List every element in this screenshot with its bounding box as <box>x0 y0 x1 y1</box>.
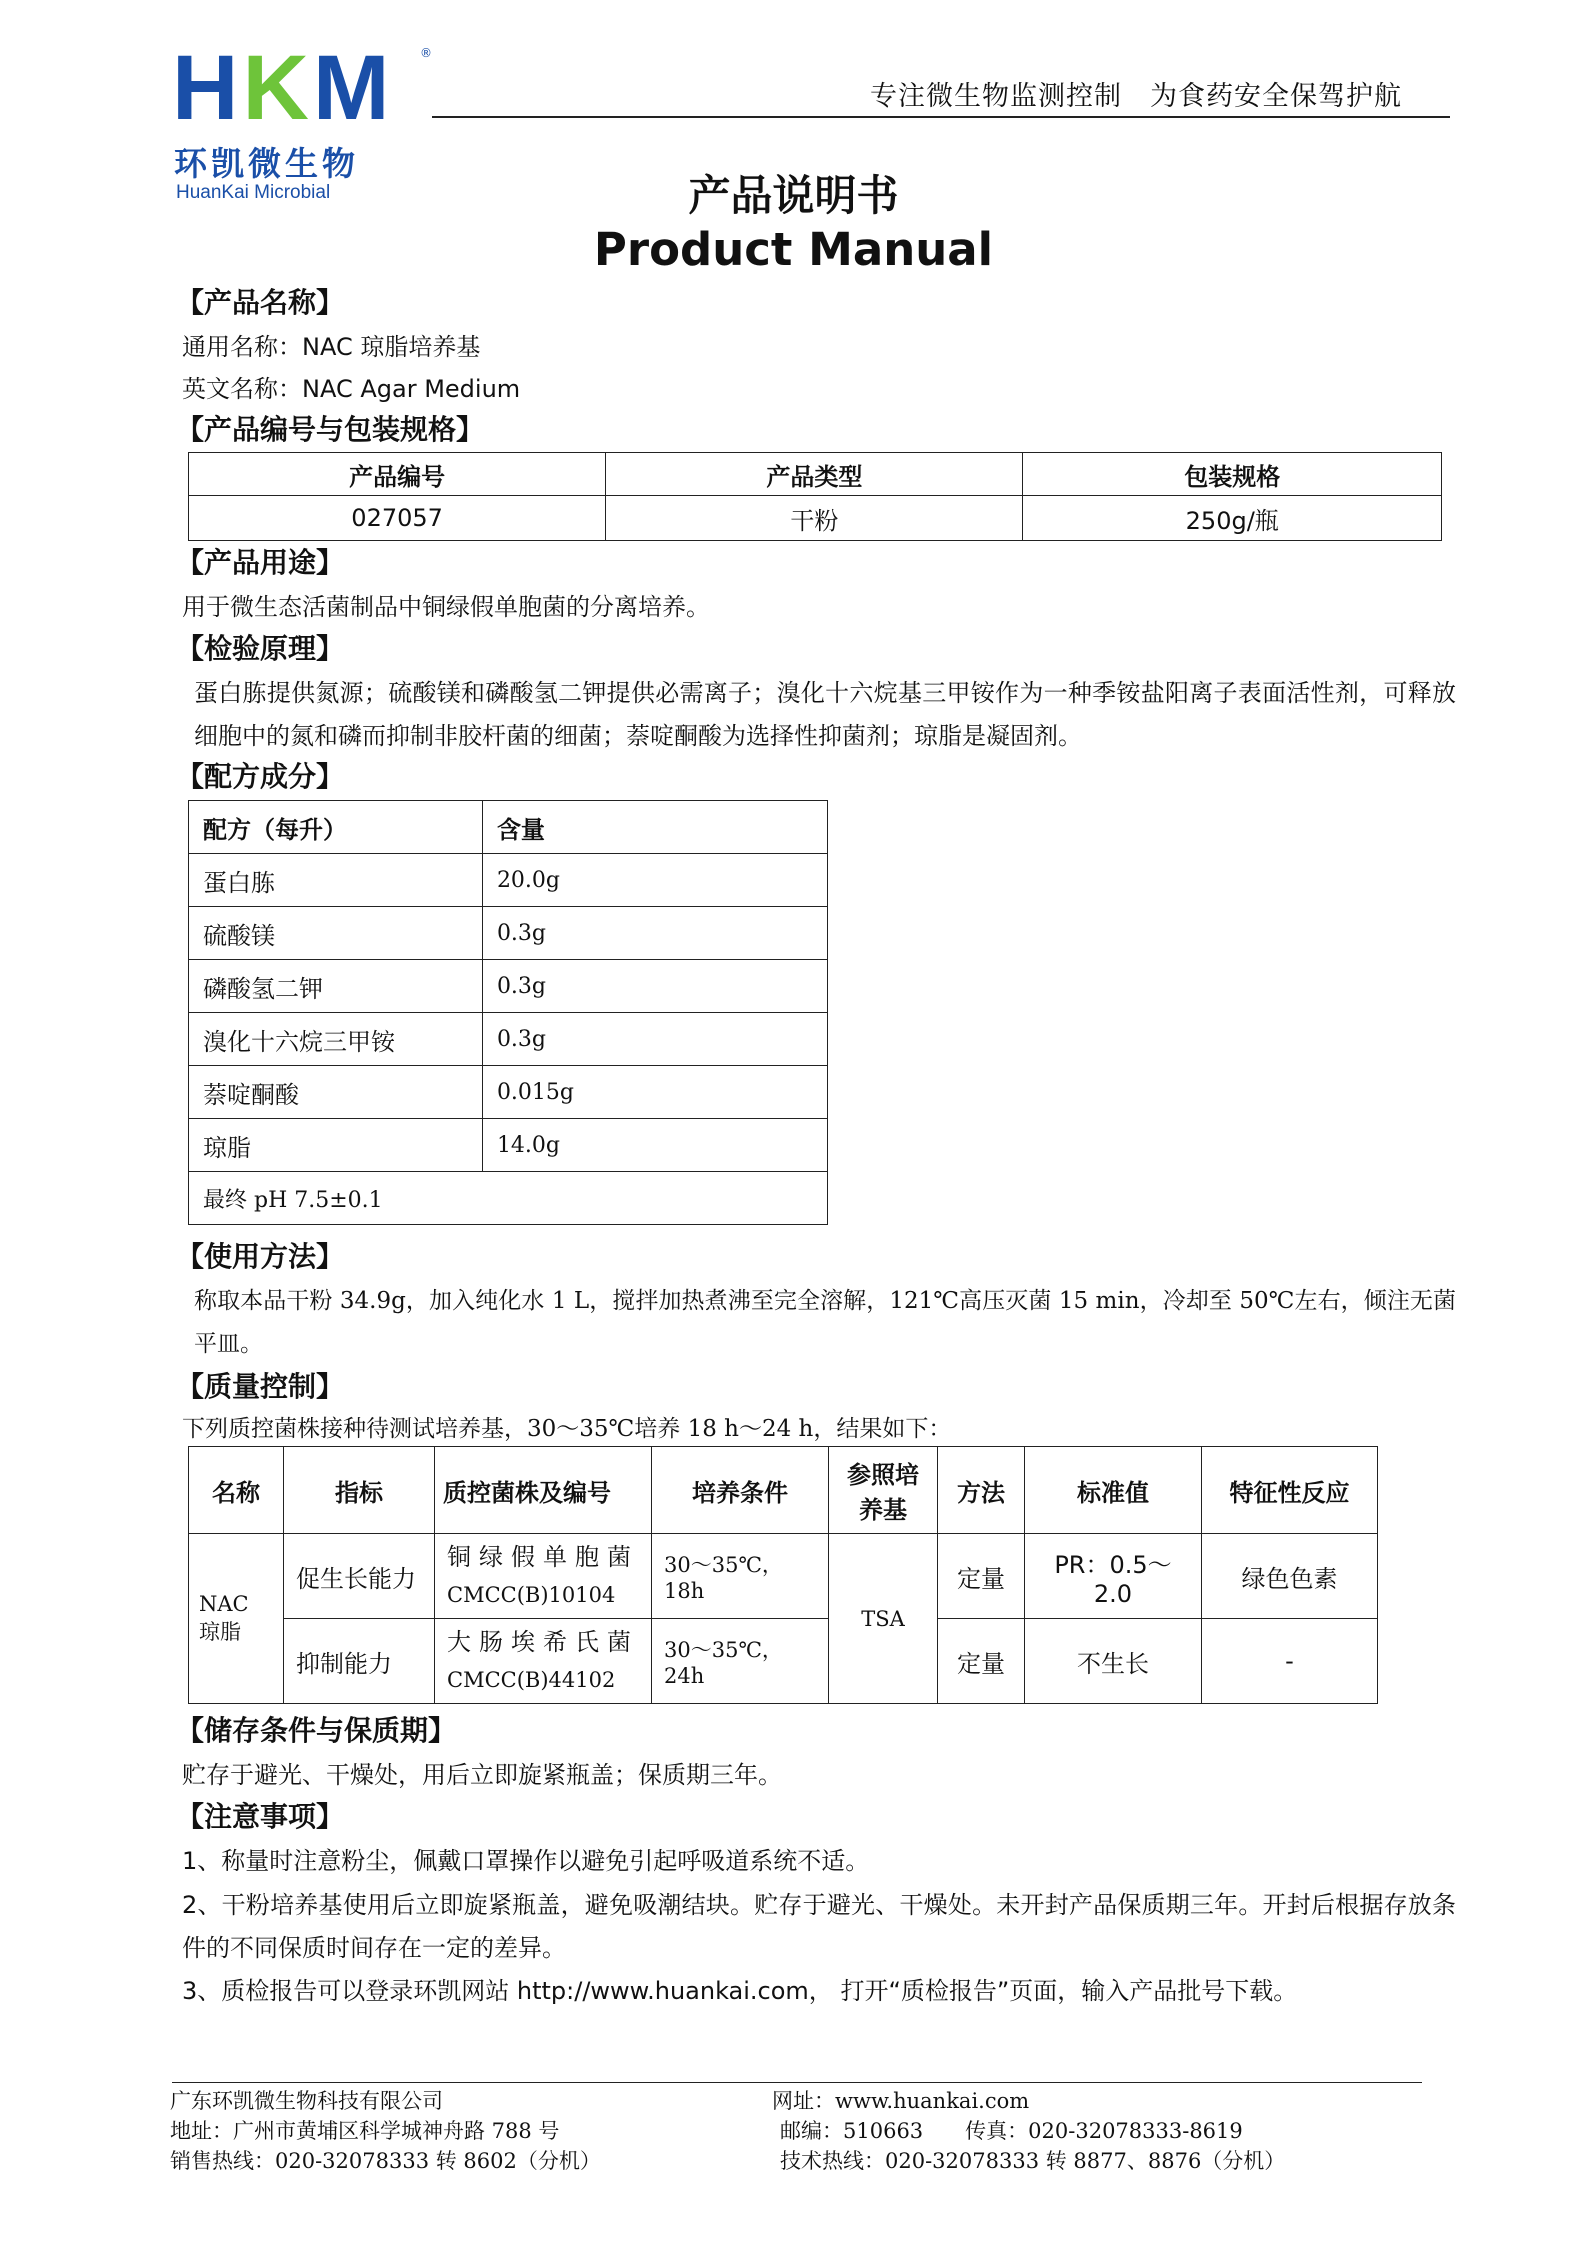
qc-reaction: - <box>1202 1619 1378 1704</box>
section-heading-product-name: 【产品名称】 <box>176 286 345 319</box>
company-logo <box>172 37 442 203</box>
strain-code: CMCC(B)10104 <box>447 1583 616 1607</box>
ingredient-name: 萘啶酮酸 <box>189 1066 483 1119</box>
table-row <box>189 1534 1378 1619</box>
footer-tech-hotline: 技术热线：020-32078333 转 8877、8876（分机） <box>780 2149 1286 2173</box>
ingredient-amount: 0.3g <box>482 907 827 960</box>
logo-chinese-name: 环凯微生物 <box>174 144 359 183</box>
qc-condition: 30～35℃，24h <box>652 1619 829 1704</box>
footer-divider <box>172 2082 1422 2083</box>
footer-sales-hotline: 销售热线：020-32078333 转 8602（分机） <box>170 2149 601 2173</box>
strain-code: CMCC(B)44102 <box>447 1668 616 1692</box>
ingredient-amount: 0.3g <box>482 960 827 1013</box>
quality-intro: 下列质控菌株接种待测试培养基，30～35℃培养 18 h～24 h，结果如下： <box>182 1416 952 1442</box>
header-amount: 含量 <box>482 801 827 854</box>
table-header-row <box>189 1447 1378 1534</box>
ingredient-name: 硫酸镁 <box>189 907 483 960</box>
table-row <box>189 1119 828 1172</box>
footer-company: 广东环凯微生物科技有限公司 <box>170 2089 443 2113</box>
header-name: 名称 <box>189 1447 284 1534</box>
header-package-size: 包装规格 <box>1023 453 1442 496</box>
product-type: 干粉 <box>606 496 1023 541</box>
usage-text: 用于微生态活菌制品中铜绿假单胞菌的分离培养。 <box>182 593 710 621</box>
principle-text: 蛋白胨提供氮源；硫酸镁和磷酸氢二钾提供必需离子；溴化十六烷基三甲铵作为一种季铵盐阳离子表面活性剂，可释放细胞中的氮和磷而抑制非胶杆菌的细菌；萘啶酮酸为选择性抑菌剂；琼脂是凝固剂。 <box>194 679 1456 750</box>
table-row <box>189 1013 828 1066</box>
logo-english-name: HuanKai Microbial <box>176 182 331 203</box>
section-heading-formula: 【配方成分】 <box>176 760 345 793</box>
table-row <box>189 496 1442 541</box>
qc-method: 定量 <box>938 1619 1025 1704</box>
section-heading-usage: 【产品用途】 <box>176 546 345 579</box>
final-ph-row <box>189 1172 828 1225</box>
header-strain: 质控菌株及编号 <box>435 1447 652 1534</box>
table-row <box>189 907 828 960</box>
medium-name: NAC 琼脂 <box>189 1534 284 1704</box>
ingredient-name: 琼脂 <box>189 1119 483 1172</box>
ingredient-name: 溴化十六烷三甲铵 <box>189 1013 483 1066</box>
header-slogan: 专注微生物监测控制 为食药安全保驾护航 <box>870 81 1402 112</box>
ingredient-amount: 20.0g <box>482 854 827 907</box>
header-reference-medium: 参照培养基 <box>829 1447 938 1534</box>
ingredient-name: 蛋白胨 <box>189 854 483 907</box>
product-code: 027057 <box>189 496 606 541</box>
logo-letters: HKM <box>172 37 394 139</box>
ingredient-name: 磷酸氢二钾 <box>189 960 483 1013</box>
qc-method: 定量 <box>938 1534 1025 1619</box>
registered-mark: ® <box>420 46 432 60</box>
document-title-cn: 产品说明书 <box>688 171 899 220</box>
qc-standard: PR：0.5～2.0 <box>1025 1534 1202 1619</box>
strain-name: 铜绿假单胞菌 <box>447 1543 639 1571</box>
method-text: 称取本品干粉 34.9g，加入纯化水 1 L，搅拌加热煮沸至完全溶解，121℃高压灭菌 15 min，冷却至 50℃左右，倾注无菌平皿。 <box>194 1288 1456 1357</box>
quality-control-table <box>188 1446 1378 1704</box>
final-ph: 最终 pH 7.5±0.1 <box>189 1172 828 1225</box>
header-standard: 标准值 <box>1025 1447 1202 1534</box>
ingredient-amount: 14.0g <box>482 1119 827 1172</box>
table-row <box>189 1619 1378 1704</box>
header-method: 方法 <box>938 1447 1025 1534</box>
table-header-row <box>189 453 1442 496</box>
qc-strain <box>435 1534 652 1619</box>
table-row <box>189 854 828 907</box>
table-header-row <box>189 801 828 854</box>
header-condition: 培养条件 <box>652 1447 829 1534</box>
section-heading-packaging: 【产品编号与包装规格】 <box>176 413 485 446</box>
document-title-en: Product Manual <box>593 223 994 276</box>
qc-index: 抑制能力 <box>284 1619 435 1704</box>
section-heading-quality: 【质量控制】 <box>176 1370 345 1403</box>
section-heading-storage: 【储存条件与保质期】 <box>176 1714 457 1747</box>
header-index: 指标 <box>284 1447 435 1534</box>
storage-text: 贮存于避光、干燥处，用后立即旋紧瓶盖；保质期三年。 <box>182 1761 782 1789</box>
qc-standard: 不生长 <box>1025 1619 1202 1704</box>
footer-postcode-fax: 邮编：510663 传真：020-32078333-8619 <box>780 2119 1243 2143</box>
note-item: 3、质检报告可以登录环凯网站 http://www.huankai.com， 打开“质检报告”页面，输入产品批号下载。 <box>182 1977 1298 2005</box>
footer-address: 地址：广州市黄埔区科学城神舟路 788 号 <box>170 2119 560 2143</box>
section-heading-method: 【使用方法】 <box>176 1240 345 1273</box>
qc-strain <box>435 1619 652 1704</box>
ingredient-amount: 0.3g <box>482 1013 827 1066</box>
qc-index: 促生长能力 <box>284 1534 435 1619</box>
logo-mark <box>172 37 394 139</box>
strain-name: 大肠埃希氏菌 <box>447 1628 639 1656</box>
qc-reaction: 绿色色素 <box>1202 1534 1378 1619</box>
header-product-type: 产品类型 <box>606 453 1023 496</box>
packaging-table <box>188 452 1442 541</box>
ingredient-amount: 0.015g <box>482 1066 827 1119</box>
header-reaction: 特征性反应 <box>1202 1447 1378 1534</box>
reference-medium: TSA <box>829 1534 938 1704</box>
table-row <box>189 1066 828 1119</box>
note-item: 1、称量时注意粉尘，佩戴口罩操作以避免引起呼吸道系统不适。 <box>182 1847 870 1875</box>
header-divider <box>432 116 1450 118</box>
qc-condition: 30～35℃，18h <box>652 1534 829 1619</box>
english-name: 英文名称：NAC Agar Medium <box>182 375 521 403</box>
footer-website: 网址：www.huankai.com <box>772 2089 1030 2113</box>
section-heading-notes: 【注意事项】 <box>176 1800 345 1833</box>
header-formula: 配方（每升） <box>189 801 483 854</box>
note-item: 2、干粉培养基使用后立即旋紧瓶盖，避免吸潮结块。贮存于避光、干燥处。未开封产品保质期三年。开封后根据存放条件的不同保质时间存在一定的差异。 <box>182 1891 1456 1962</box>
formula-table <box>188 800 828 1225</box>
header-product-code: 产品编号 <box>189 453 606 496</box>
package-size: 250g/瓶 <box>1023 496 1442 541</box>
common-name: 通用名称：NAC 琼脂培养基 <box>182 333 481 361</box>
section-heading-principle: 【检验原理】 <box>176 632 345 665</box>
table-row <box>189 960 828 1013</box>
